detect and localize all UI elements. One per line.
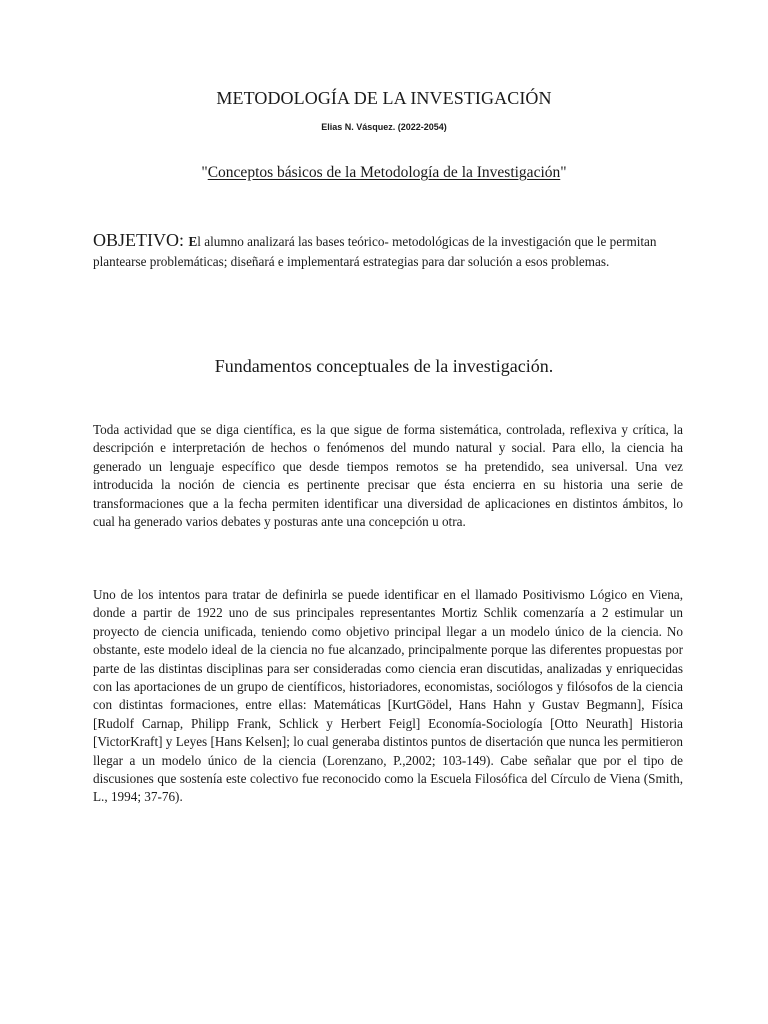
objective-first-letter: E (188, 234, 198, 249)
body-paragraph: Uno de los intentos para tratar de definirla se puede identificar en el llamado Positivismo Lógico en Viena, donde a partir de 1922 uno de sus principales representantes Mortiz Schlik comenzaría a 2 estimular un proyecto de ciencia unificada, teniendo como objetivo principal llegar a un modelo único de la ciencia. No obstante, este modelo ideal de la ciencia no fue alcanzado, principalmente porque las diferentes propuestas por parte de las distintas disciplinas para ser consideradas como ciencia eran discutidas, analizadas y enriquecidas con las aportaciones de un grupo de científicos, historiadores, economistas, sociólogos y filósofos de la ciencia con distintas formaciones, entre ellas: Matemáticas [KurtGödel, Hans Hahn y Gustav Begmann], Física [Rudolf Carnap, Philipp Frank, Schlick y Herbert Feigl] Economía-Sociología [Otto Neurath] Historia [VictorKraft] y Leyes [Hans Kelsen]; lo cual generaba distintos puntos de disertación que nunca les permitieron llegar a un modelo único de la ciencia (Lorenzano, P.,2002; 103-149). Cabe señalar que por el tipo de discusiones que sostenía este colectivo fue reconocido como la Escuela Filosófica del Círculo de Viena (Smith, L., 1994; 37-76). (93, 587, 683, 805)
body-paragraph: Toda actividad que se diga científica, es la que sigue de forma sistemática, controlada, reflexiva y crítica, la descripción e interpretación de hechos o fenómenos del mundo natural y social. Para ello, la ciencia ha generado un lenguaje específico que desde tiempos remotos se ha pretendido, sea universal. Una vez introducida la noción de ciencia es pertinente precisar que ésta encierra en su historia una serie de transformaciones que a la fecha permiten identificar una diversidad de aplicaciones en distintos ámbitos, lo cual ha generado varios debates y posturas ante una concepción u otra. (93, 422, 683, 530)
objective-text: l alumno analizará las bases teórico- metodológicas de la investigación que le permitan plantearse problemáticas; diseñará e implementará estrategias para dar solución a esos problemas. (93, 234, 657, 269)
document-subtitle (0, 164, 768, 182)
subtitle-text: Conceptos básicos de la Metodología de la Investigación (207, 164, 561, 181)
objective-paragraph (93, 231, 683, 271)
objective-label: OBJETIVO: (93, 230, 189, 250)
author-line: Elias N. Vásquez. (2022-2054) (321, 122, 447, 132)
subtitle-close-quote: " (560, 164, 567, 181)
section-title: Fundamentos conceptuales de la investigación. (214, 356, 554, 376)
subtitle-open-quote: " (201, 164, 208, 181)
document-title: METODOLOGÍA DE LA INVESTIGACIÓN (216, 88, 552, 108)
